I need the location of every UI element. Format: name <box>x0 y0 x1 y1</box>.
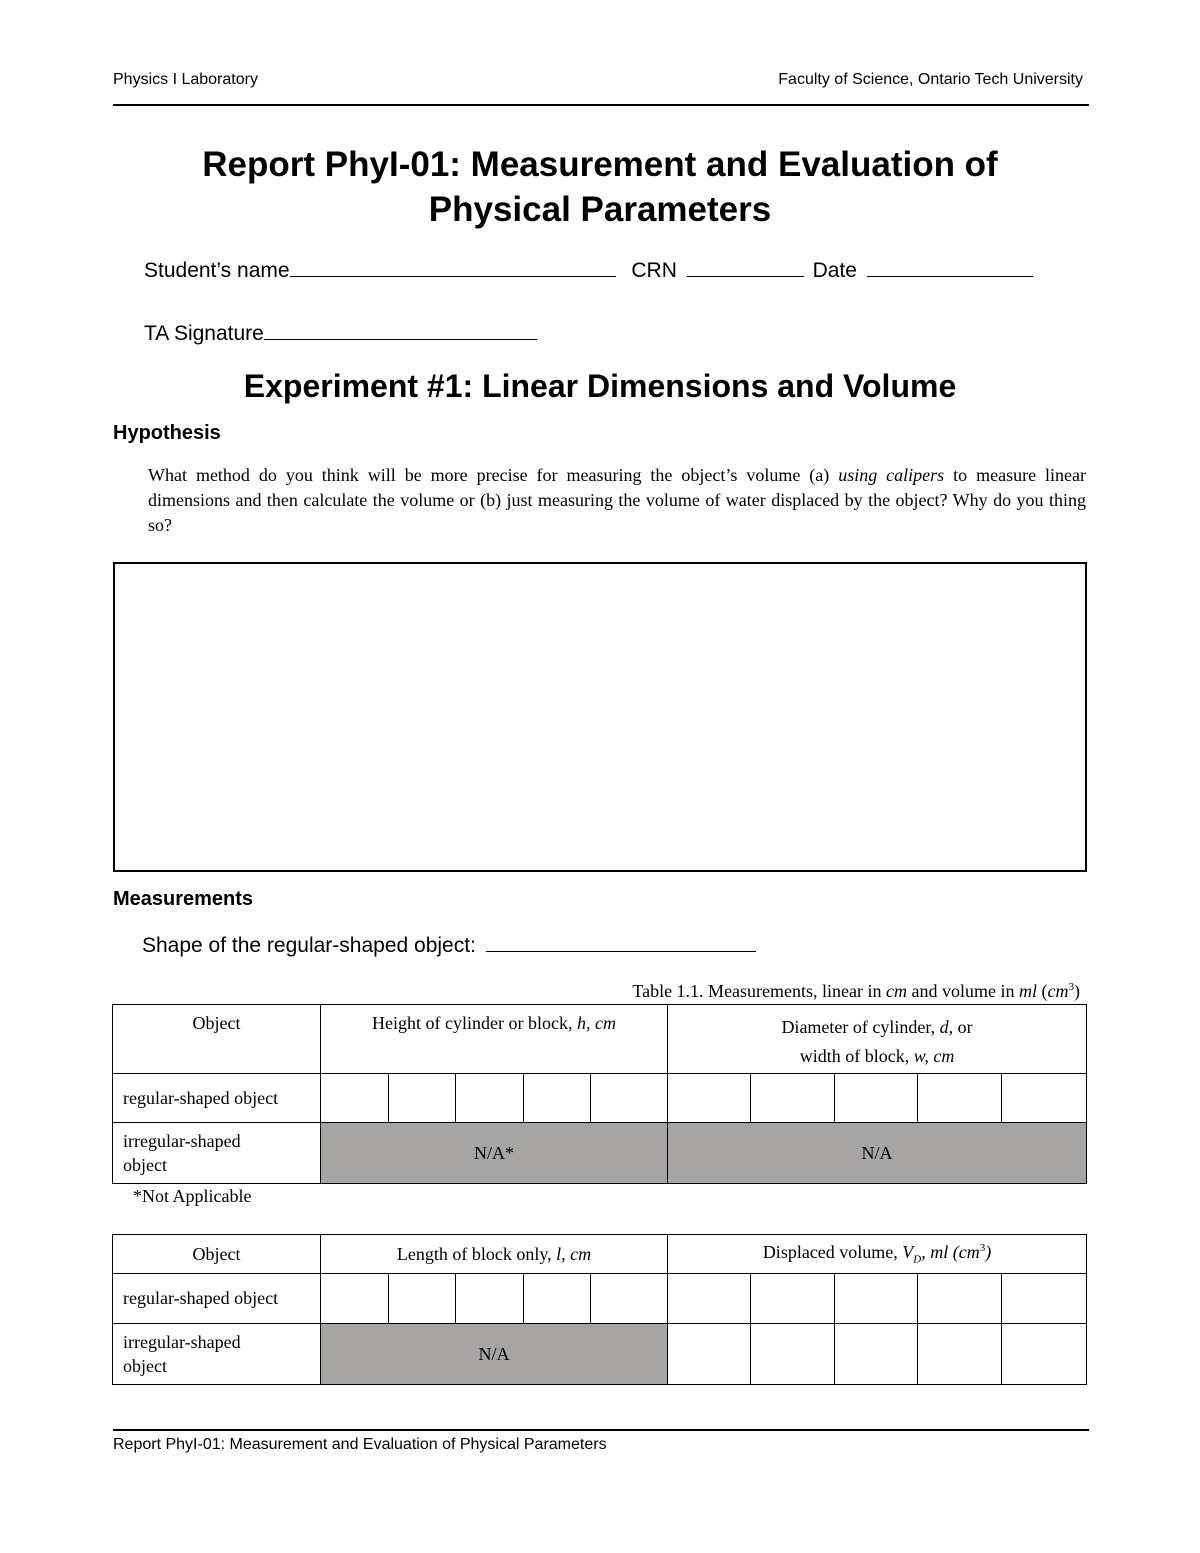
volume-header-var: V <box>902 1242 914 1263</box>
student-name-field[interactable] <box>290 256 616 277</box>
diameter-header-or: or <box>953 1017 973 1037</box>
caption-prefix: Table 1.1. Measurements, linear in <box>632 981 887 1001</box>
ta-signature-row <box>144 319 537 346</box>
table-cell[interactable] <box>668 1074 751 1123</box>
table-cell[interactable] <box>751 1074 835 1123</box>
height-header-var: h, cm <box>576 1013 616 1033</box>
row-label-irregular: irregular-shaped object <box>113 1324 321 1385</box>
column-header-diameter <box>668 1005 1087 1074</box>
caption-cm3: cm <box>1047 981 1069 1001</box>
table-cell[interactable] <box>1002 1274 1087 1324</box>
volume-header-sub: D <box>913 1253 922 1266</box>
caption-sup: 3 <box>1068 981 1074 993</box>
caption-cm: cm <box>886 981 908 1001</box>
table-cell[interactable] <box>591 1274 668 1324</box>
table-caption <box>632 981 1080 1002</box>
table-row <box>113 1074 1087 1123</box>
student-name-label: Student’s name <box>144 259 290 282</box>
na-cell-length: N/A <box>321 1324 668 1385</box>
caption-ml: ml <box>1019 981 1037 1001</box>
table-cell[interactable] <box>1002 1324 1087 1385</box>
table-cell[interactable] <box>835 1274 918 1324</box>
column-header-object: Object <box>113 1005 321 1074</box>
column-header-displaced-volume <box>668 1235 1087 1274</box>
row-label-irregular: irregular-shaped object <box>113 1123 321 1184</box>
report-title-line-1: Report PhyI-01: Measurement and Evaluation of <box>202 145 998 184</box>
hypothesis-question <box>148 463 1086 538</box>
student-info-row <box>144 256 1033 283</box>
measurements-table-1 <box>112 1004 1087 1184</box>
diameter-header-text: Diameter of cylinder, <box>781 1017 940 1037</box>
na-cell-height: N/A* <box>321 1123 668 1184</box>
volume-header-text: Displaced volume, <box>762 1242 903 1263</box>
measurements-heading: Measurements <box>113 888 254 910</box>
volume-header-sup: 3 <box>979 1242 986 1255</box>
header-course: Physics I Laboratory <box>113 71 258 88</box>
row-label-regular: regular-shaped object <box>113 1074 321 1123</box>
shape-label: Shape of the regular-shaped object: <box>142 934 476 957</box>
volume-header-close: ) <box>985 1242 992 1263</box>
date-label: Date <box>812 259 857 282</box>
table-cell[interactable] <box>1002 1074 1087 1123</box>
na-cell-diameter: N/A <box>668 1123 1087 1184</box>
crn-field[interactable] <box>687 256 804 277</box>
shape-field[interactable] <box>486 931 756 952</box>
caption-paren-open: ( <box>1037 981 1048 1001</box>
table-cell[interactable] <box>751 1274 835 1324</box>
shape-row <box>142 931 756 958</box>
report-title-line-2: Physical Parameters <box>428 190 772 229</box>
diameter-header-var: d, <box>939 1017 954 1037</box>
table-cell[interactable] <box>389 1274 456 1324</box>
not-applicable-note: *Not Applicable <box>133 1186 252 1206</box>
diameter-header-line-1 <box>668 1013 1086 1042</box>
table-cell[interactable] <box>751 1324 835 1385</box>
table-cell[interactable] <box>835 1074 918 1123</box>
height-header-text: Height of cylinder or block, <box>372 1013 577 1033</box>
hypothesis-heading: Hypothesis <box>113 422 221 444</box>
hypothesis-text-part-2: to measure linear dimensions and then calculate the volume or (b) just measuring the volume of water displaced by the object? Why do you thing so? <box>148 465 1086 535</box>
row-label-regular: regular-shaped object <box>113 1274 321 1324</box>
volume-header-unit: , ml (cm <box>921 1242 980 1263</box>
column-header-length <box>321 1235 668 1274</box>
table-cell[interactable] <box>321 1074 389 1123</box>
experiment-title: Experiment #1: Linear Dimensions and Volume <box>243 368 957 404</box>
table-cell[interactable] <box>321 1274 389 1324</box>
header-faculty: Faculty of Science, Ontario Tech University <box>778 71 1083 88</box>
column-header-object: Object <box>113 1235 321 1274</box>
crn-label: CRN <box>631 259 677 282</box>
ta-signature-label: TA Signature <box>144 322 264 345</box>
table-cell[interactable] <box>524 1074 591 1123</box>
table-cell[interactable] <box>668 1274 751 1324</box>
hypothesis-answer-box[interactable] <box>113 562 1087 872</box>
table-cell[interactable] <box>835 1324 918 1385</box>
table-cell[interactable] <box>456 1074 524 1123</box>
length-header-text: Length of block only, <box>396 1243 557 1264</box>
column-header-height <box>321 1005 668 1074</box>
table-cell[interactable] <box>918 1074 1002 1123</box>
table-header-row <box>113 1235 1087 1274</box>
hypothesis-text-italic: using calipers <box>838 465 945 485</box>
table-cell[interactable] <box>918 1324 1002 1385</box>
report-title <box>0 142 1200 232</box>
table-header-row <box>113 1005 1087 1074</box>
length-header-var: l, cm <box>556 1243 592 1264</box>
table-cell[interactable] <box>389 1074 456 1123</box>
table-cell[interactable] <box>668 1324 751 1385</box>
width-header-text: width of block, <box>799 1046 914 1066</box>
footer-text: Report PhyI-01: Measurement and Evaluation of Physical Parameters <box>113 1436 607 1453</box>
caption-middle: and volume in <box>907 981 1019 1001</box>
table-cell[interactable] <box>918 1274 1002 1324</box>
table-cell[interactable] <box>456 1274 524 1324</box>
ta-signature-field[interactable] <box>264 319 537 340</box>
width-header-var: w, cm <box>913 1046 955 1066</box>
diameter-header-line-2 <box>668 1042 1086 1071</box>
table-row <box>113 1324 1087 1385</box>
table-cell[interactable] <box>524 1274 591 1324</box>
footer-divider <box>113 1429 1089 1431</box>
measurements-table-2 <box>112 1234 1087 1385</box>
table-row <box>113 1123 1087 1184</box>
caption-paren-close: ) <box>1074 981 1080 1001</box>
hypothesis-text-part-1: What method do you think will be more precise for measuring the object’s volume (a) <box>148 465 839 485</box>
header-divider <box>113 104 1089 106</box>
table-row <box>113 1274 1087 1324</box>
table-cell[interactable] <box>591 1074 668 1123</box>
date-field[interactable] <box>867 256 1033 277</box>
